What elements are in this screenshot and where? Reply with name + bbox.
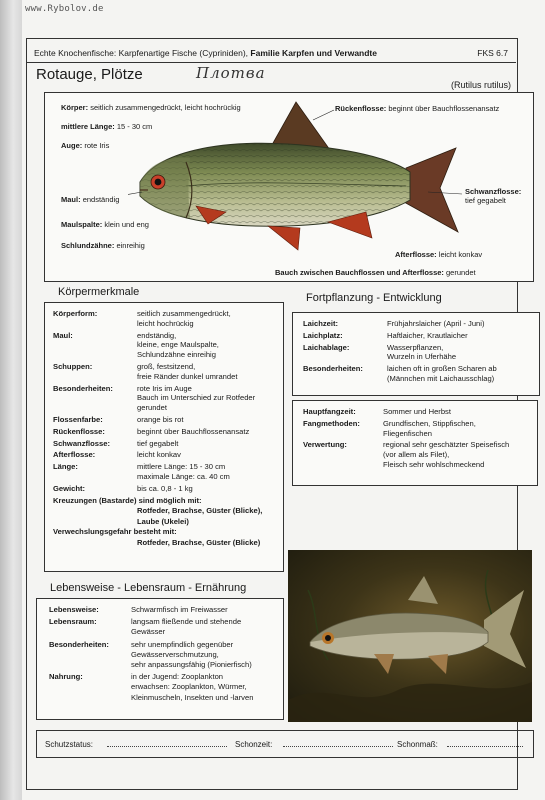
fang-key: Verwertung: (303, 440, 347, 450)
koerpermerkmal-value: bis ca. 0,8 - 1 kg (137, 483, 193, 493)
book-binding (0, 0, 22, 800)
label-koerper: Körper: seitlich zusammengedrückt, leicht hochrückig (61, 103, 241, 112)
tail-fin (404, 148, 458, 232)
label-maulspalte: Maulspalte: klein und eng (61, 220, 149, 229)
fortpflanzung-value: Wasserpflanzen, (387, 342, 444, 352)
schutzstatus-line (107, 746, 227, 747)
koerpermerkmal-value: leicht hochrückig (137, 318, 194, 328)
koerpermerkmal-value: beginnt über Bauchflossenansatz (137, 426, 250, 436)
schutzstatus-label: Schutzstatus: (45, 740, 94, 749)
fang-value: Fleisch sehr wohlschmeckend (383, 460, 485, 469)
label-ruecken: Rückenflosse: beginnt über Bauchflossenansatz (335, 104, 500, 113)
fang-key: Hauptfangzeit: (303, 407, 356, 416)
koerpermerkmal-value: tief gegabelt (137, 438, 179, 448)
label-bauch: Bauch zwischen Bauchflossen und Afterflosse: gerundet (275, 268, 476, 277)
koerpermerkmal-value: gerundet (137, 403, 167, 413)
koerpermerkmal-key: Schuppen: (53, 362, 93, 371)
ventral-fin (268, 226, 300, 250)
label-maul: Maul: endständig (61, 195, 120, 204)
koerpermerkmal-key: Afterflosse: (53, 450, 96, 460)
fang-key: Fangmethoden: (303, 418, 360, 428)
koerpermerkmal-value: kleine, enge Maulspalte, (137, 340, 219, 350)
lebensweise-value: langsam fließende und stehende (131, 617, 242, 627)
fortpflanzung-box (292, 312, 540, 396)
lebensweise-value: sehr unempfindlich gegenüber (131, 639, 234, 649)
fortpflanzung-key: Laichzeit: (303, 319, 339, 328)
kreuzungen-label: Kreuzungen (Bastarde) sind möglich mit: (53, 495, 202, 505)
schonmass-label: Schonmaß: (397, 740, 438, 749)
fortpflanzung-value: Frühjahrslaicher (April - Juni) (387, 319, 485, 328)
koerpermerkmal-key: Rückenflosse: (53, 426, 105, 436)
fang-value: (vor allem als Filet), (383, 450, 450, 460)
label-auge: Auge: rote Iris (61, 141, 110, 150)
lebensweise-value: in der Jugend: Zooplankton (131, 672, 224, 682)
fortpflanzung-value: (Männchen mit Laichausschlag) (387, 374, 495, 383)
fortpflanzung-key: Besonderheiten: (303, 364, 363, 374)
koerpermerkmal-value: groß, festsitzend, (137, 362, 196, 371)
koerpermerkmal-value: Schlundzähne einreihig (137, 350, 216, 360)
koerpermerkmale-title: Körpermerkmale (58, 286, 140, 298)
header-category: Echte Knochenfische: Karpfenartige Fische (Cypriniden), Familie Karpfen und Verwandte (34, 48, 377, 58)
koerpermerkmal-value: orange bis rot (137, 415, 184, 424)
koerpermerkmal-value: maximale Länge: ca. 40 cm (137, 472, 230, 481)
fortpflanzung-value: Wurzeln in Uferhähe (387, 352, 457, 362)
header-family: Familie Karpfen und Verwandte (250, 48, 377, 58)
koerpermerkmal-value: freie Ränder dunkel umrandet (137, 371, 238, 381)
koerpermerkmal-key: Besonderheiten: (53, 383, 113, 393)
label-after: Afterflosse: leicht konkav (395, 250, 483, 259)
label-schwanz: Schwanzflosse: tief gegabelt (465, 187, 522, 205)
koerpermerkmal-key: Flossenfarbe: (53, 415, 103, 424)
koerpermerkmal-value: endständig, (137, 330, 177, 340)
watermark: www.Rybolov.de (25, 4, 104, 14)
fortpflanzung-key: Laichablage: (303, 342, 350, 352)
fortpflanzung-value: laichen oft in großen Scharen ab (387, 364, 497, 374)
latin-name: (Rutilus rutilus) (450, 80, 511, 90)
roach-illustration (128, 100, 468, 260)
fang-value: Sommer und Herbst (383, 407, 451, 416)
koerpermerkmal-value: rote Iris im Auge (137, 383, 192, 393)
fang-value: regional sehr geschätzter Speisefisch (383, 440, 510, 450)
koerpermerkmal-value: seitlich zusammengedrückt, (137, 309, 231, 318)
lebensweise-value: Gewässer (131, 627, 166, 637)
lebensweise-value: Gewässerverschmutzung, (131, 649, 219, 659)
koerpermerkmal-key: Länge: (53, 462, 78, 472)
lebensweise-key: Lebensraum: (49, 617, 97, 627)
species-title: Rotauge, Plötze (36, 66, 143, 83)
fortpflanzung-key: Laichplatz: (303, 330, 343, 340)
fang-value: Grundfischen, Stippfischen, (383, 418, 476, 428)
label-laenge: mittlere Länge: 15 - 30 cm (61, 122, 153, 131)
lebensweise-key: Nahrung: (49, 672, 83, 682)
schonmass-line (447, 746, 523, 747)
lebensweise-box (36, 598, 284, 720)
koerpermerkmal-value: mittlere Länge: 15 - 30 cm (137, 462, 226, 472)
lebensweise-value: sehr anpassungsfähig (Pionierfisch) (131, 660, 252, 669)
lebensweise-value: Schwarmfisch im Freiwasser (131, 605, 228, 614)
koerpermerkmal-key: Gewicht: (53, 483, 86, 493)
lebensweise-key: Besonderheiten: (49, 639, 109, 649)
roach-photo (288, 550, 532, 722)
fang-box (292, 400, 538, 486)
roach-photo-fish (288, 550, 532, 722)
koerpermerkmal-value: leicht konkav (137, 450, 181, 460)
koerpermerkmal-key: Schwanzflosse: (53, 438, 110, 448)
fortpflanzung-value: Haftlaicher, Krautlaicher (387, 330, 468, 340)
kreuzungen-value: Laube (Ukelei) (137, 516, 189, 526)
koerpermerkmal-key: Maul: (53, 330, 73, 340)
schonzeit-label: Schonzeit: (235, 740, 273, 749)
lebensweise-value: Kleinmuscheln, Insekten und -larven (131, 692, 254, 702)
fortpflanzung-title: Fortpflanzung - Entwicklung (306, 292, 442, 304)
verwechslung-label: Verwechslungsgefahr besteht mit: (53, 527, 177, 537)
koerpermerkmal-key: Körperform: (53, 309, 98, 318)
koerpermerkmal-value: Bauch im Unterschied zur Rotfeder (137, 393, 256, 403)
label-schlund: Schlundzähne: einreihig (61, 241, 145, 250)
verwechslung-value: Rotfeder, Brachse, Güster (Blicke) (137, 538, 261, 547)
kreuzungen-value: Rotfeder, Brachse, Güster (Blicke), (137, 506, 263, 516)
footer-bar (36, 730, 534, 758)
koerpermerkmale-box (44, 302, 284, 572)
header-bar (26, 44, 516, 63)
schonzeit-line (283, 746, 393, 747)
fang-value: Fliegenfischen (383, 428, 432, 438)
header-code: FKS 6.7 (477, 48, 508, 58)
lebensweise-title: Lebensweise - Lebensraum - Ernährung (50, 582, 247, 594)
lebensweise-key: Lebensweise: (49, 605, 99, 614)
handwritten-name: Плотва (196, 64, 266, 82)
lebensweise-value: erwachsen: Zooplankton, Würmer, (131, 682, 247, 692)
